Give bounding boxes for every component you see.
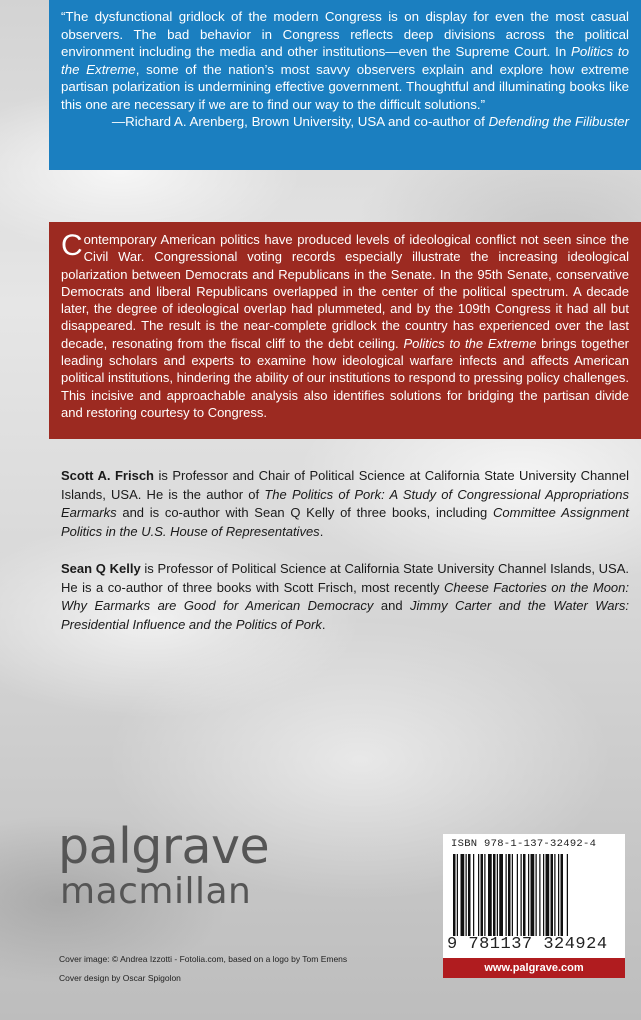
author-bio-frisch xyxy=(61,467,629,541)
endorsement-quote xyxy=(61,8,629,113)
logo-line-1: palgrave xyxy=(58,818,270,875)
publisher-website[interactable]: www.palgrave.com xyxy=(443,958,625,978)
quote-text-2: , some of the nation’s most savvy observers explain and explore how extreme partisan polarization is undermining effective government. Thoughtful and illuminating books like this one are necessary if we are to find our way to the difficult solutions.” xyxy=(61,61,630,112)
blurb-book-title: Politics to the Extreme xyxy=(403,335,537,351)
author-name: Sean Q Kelly xyxy=(61,561,141,576)
endorsement-quote-box xyxy=(49,0,641,170)
bio-text: and is co-author with Sean Q Kelly of three books, including xyxy=(116,505,493,521)
bio-text: . xyxy=(319,523,324,539)
isbn-label: ISBN 978-1-137-32492-4 xyxy=(451,838,597,850)
book-blurb-box xyxy=(49,222,641,439)
barcode-number: 9 781137 324924 xyxy=(447,935,608,954)
logo-line-2: macmillan xyxy=(60,871,252,912)
quote-text-1: “The dysfunctional gridlock of the modern Congress is on display for even the most casual observers. The bad behavior in Congress reflects deep divisions across the political environment including the media and other institutions—even the Supreme Court. In xyxy=(61,9,629,59)
blurb-text-1: ontemporary American politics have produced levels of ideological conflict not seen since the Civil War. Congressional voting records especially illustrate the increasing ideological polarization between Democrats and Republicans in the Senate. In the 95th Senate, conservative Democrats and liberal Republicans overlapped in the center of the political spectrum. A decade later, the degree of ideological overlap had plummeted, and by the 109th Congress it had all but disappeared. The result is the near-complete gridlock the country has experienced over the last decade, resonating from the fiscal cliff to the debt ceiling. xyxy=(61,232,629,351)
bio-book-title: Cheese Factories on the Moon: Why Earmarks are Good for American Democracy xyxy=(61,579,629,614)
isbn-barcode-card xyxy=(443,834,625,958)
bio-text: is Professor and Chair of Political Science at California State University Channel Islands, USA. He is the author of xyxy=(61,468,629,502)
blurb-text-2: brings together leading scholars and experts to examine how ideological warfare infects and affects American political institutions, hindering the ability of our institutions to respond to pressing policy challenges. This incisive and approachable analysis also identifies solutions for bridging the partisan divide and restoring courtesy to Congress. xyxy=(61,335,630,420)
cover-design-credit: Cover design by Oscar Spigolon xyxy=(59,973,181,983)
barcode-icon xyxy=(453,854,615,936)
bio-text: . xyxy=(321,616,326,632)
author-name: Scott A. Frisch xyxy=(61,468,154,483)
bio-text: and xyxy=(373,598,411,614)
book-blurb xyxy=(61,231,629,421)
cover-credits xyxy=(59,950,347,988)
quote-attribution xyxy=(61,113,629,131)
attribution-book: Defending the Filibuster xyxy=(488,114,629,129)
bio-book-title: Committee Assignment Politics in the U.S. House of Representatives xyxy=(61,505,629,539)
author-bio-kelly xyxy=(61,560,629,634)
drop-cap: C xyxy=(61,229,83,262)
publisher-logo xyxy=(58,818,270,912)
bio-book-title: The Politics of Pork: A Study of Congressional Appropriations Earmarks xyxy=(61,486,629,521)
quote-book-title: Politics to the Extreme xyxy=(61,44,629,77)
attribution-text: —Richard A. Arenberg, Brown University, USA and co-author of xyxy=(111,114,489,129)
cover-image-credit: Cover image: © Andrea Izzotti - Fotolia.com, based on a logo by Tom Emens xyxy=(59,954,348,964)
bio-book-title: Jimmy Carter and the Water Wars: Presidential Influence and the Politics of Pork xyxy=(61,598,629,632)
bio-text: is Professor of Political Science at California State University Channel Islands, USA. He is a co-author of three books with Scott Frisch, most recently xyxy=(61,561,629,595)
